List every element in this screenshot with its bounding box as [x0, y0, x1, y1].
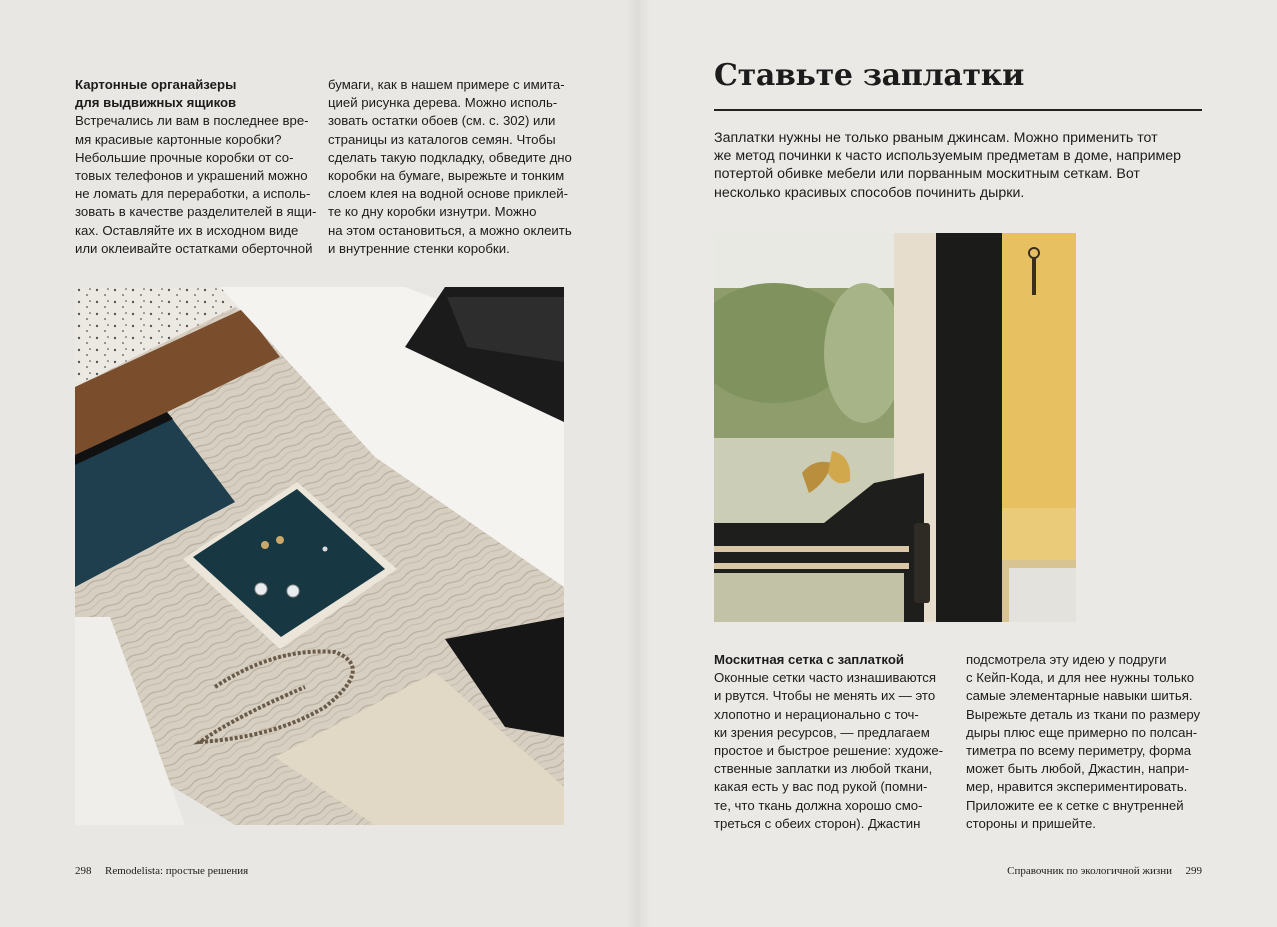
left-folio — [75, 865, 248, 877]
running-title-left: Remodelista: простые решения — [105, 865, 249, 877]
book-gutter — [626, 0, 650, 927]
drawer-organizer-photo — [75, 287, 564, 825]
screen-patch-body: Оконные сетки часто изнашиваются и рвутся. Чтобы не менять их — это хлопотно и нерационально с точ- ки зрения ресурсов, — предлагаем простое и быстрое решение: художе- ственные заплатки из любой ткани, какая есть у вас под рукой (помни- те, что ткань должна хорошо смо- треться с обеих сторон). Джастин — [714, 670, 944, 831]
right-folio — [1007, 865, 1202, 877]
title-rule — [714, 109, 1202, 111]
page-number-left: 298 — [75, 865, 92, 877]
running-title-right: Справочник по экологичной жизни — [1007, 865, 1172, 877]
organizer-body-continued: бумаги, как в нашем примере с имита- цией рисунка дерева. Можно исполь- зовать остатки обоев (см. с. 302) или страницы из каталогов семян. Чтобы сделать такую подкладку, обведите дно коробки на бумаге, вырежьте и тонким слоем клея на водной основе приклей- те ко дну коробки изнутри. Можно на этом остановиться, а можно оклеить и внутренние стенки коробки. — [328, 77, 572, 256]
screen-patch-photo — [714, 233, 1076, 622]
lead-paragraph: Заплатки нужны не только рваным джинсам. Можно применить тот же метод починки к часто используемым предметам в доме, например потертой обивке мебели или порванным москитным сеткам. Вот несколько красивых способов починить дырки. — [714, 130, 1182, 201]
left-column-2 — [328, 76, 572, 258]
organizer-heading: Картонные органайзеры для выдвижных ящиков — [75, 77, 237, 111]
right-column-1 — [714, 651, 943, 833]
screen-patch-body-continued: подсмотрела эту идею у подруги с Кейп-Кода, и для нее нужны только самые элементарные навыки шитья. Вырежьте деталь из ткани по размеру дыры плюс еще примерно по полсан- тиметра по всему периметру, форма может быть любой, Джастин, напри- мер, нравится экспериментировать. Приложите ее к сетке с внутренней стороны и пришейте. — [966, 652, 1201, 831]
page-number-right: 299 — [1185, 865, 1202, 877]
section-title: Ставьте заплатки — [714, 58, 1025, 93]
screen-patch-heading: Москитная сетка с заплаткой — [714, 652, 905, 667]
organizer-body: Встречались ли вам в последнее вре- мя красивые картонные коробки? Небольшие прочные коробки от со- товых телефонов и украшений можно не ломать для переработки, а исполь- зовать в качестве разделителей в ящи- ках. Оставляйте их в исходном виде или оклеивайте остатками оберточной — [75, 113, 317, 256]
left-column-1 — [75, 76, 316, 258]
right-column-2 — [966, 651, 1200, 833]
